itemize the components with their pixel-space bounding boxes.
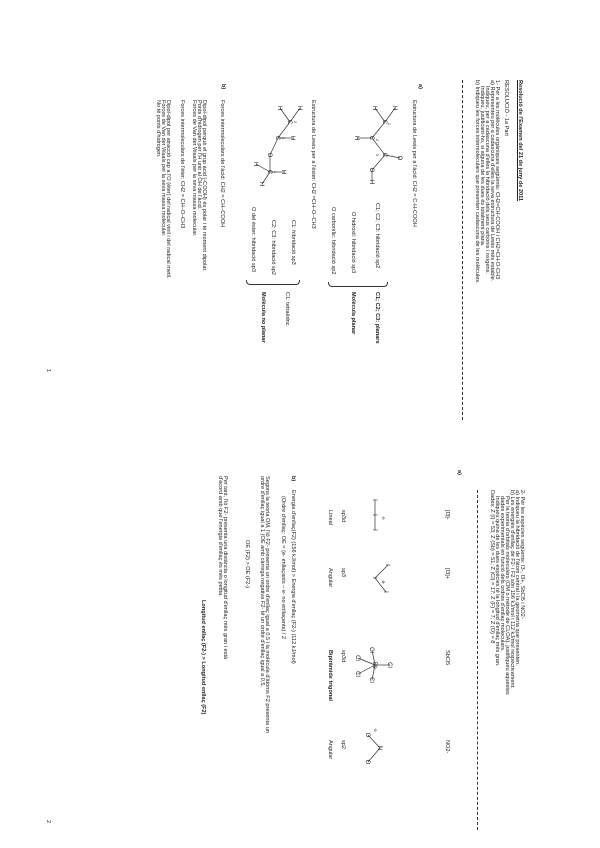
- b-line: Longitud enllaç (F2-) > Longitud enllaç (F2): [200, 600, 206, 715]
- species-geometry: Bipiràmide trigonal: [327, 650, 333, 701]
- species-geometry: Angular: [327, 568, 333, 588]
- acid-hybrid-line: O hidroxil: hibridació sp3: [350, 212, 356, 274]
- sbcl5-atom: Cl: [354, 655, 360, 661]
- b-line: Segons la teoria OM, l'ió F2- presenta un ordre d'enllaç igual a 0,5 i la molècula d'àtoms F2 presenta un: [264, 476, 270, 733]
- part-b-label: b): [220, 84, 226, 90]
- sbcl5-atom: Cl: [386, 662, 392, 668]
- acid-geometry-line: Molècula planar: [350, 292, 356, 335]
- sbcl5-atom: Cl: [368, 647, 374, 653]
- ester-atom: H: [296, 105, 302, 111]
- acid-atom: C: [381, 119, 387, 125]
- sbcl5-atom: Sb: [371, 661, 377, 669]
- sbcl5-atom: Cl: [368, 677, 374, 683]
- ester-lewis-heading: Estructura de Lewis per a l'èster: CH2 =CH–O–CH3: [310, 100, 316, 229]
- page-number: 1: [45, 369, 51, 373]
- ester-atom: 3: [281, 136, 286, 140]
- species-hybridization: sp2: [340, 740, 346, 750]
- ester-hybrid-line: C1: hibridació sp3: [290, 220, 296, 265]
- statement-line: Indiqueu, justificant-ho, si alguna de les dues és totalment plana.: [479, 86, 485, 247]
- ester-atom: 1: [273, 170, 278, 174]
- statement-line: dades experimentals en funció dels ordres d'enllaç moleculars.: [499, 496, 505, 652]
- i3--atom: I: [371, 529, 377, 531]
- b-line: Energia d'enllaç(F2) (156 kJ/mol) > Energia d'enllaç (F2-) (112 kJ/mol): [290, 490, 296, 664]
- species-hybridization: sp3d: [340, 650, 346, 663]
- statement-line: Per la teoria d'orbitals moleculars (OM o mètode de CLOA), justifiqueu aquestes: [504, 496, 510, 695]
- acid-atom: 1: [387, 122, 392, 126]
- ester-forces-heading: Forces intermoleculars de l'èter: CH2 = CH–O–CH3: [179, 100, 185, 229]
- species-geometry: Lineal: [327, 510, 333, 525]
- species-name: [I3]-: [444, 510, 450, 520]
- acid-force-item: Forces de Van der Waals per la seva massa molecular.: [191, 100, 197, 237]
- ester-atom: H: [258, 181, 264, 187]
- no2-atom: O: [364, 732, 370, 738]
- statement-line: a) Representeu per a cadascuna d'elles la seva estructura de Lewis més estable.: [489, 80, 495, 282]
- b-line: OE (F2) > OE (F2-): [244, 540, 250, 589]
- acid-lewis-heading: Estructura de Lewis per a l'àcid: CH2 = C-H-COOH: [411, 100, 417, 227]
- species-name: [I3]+: [444, 568, 450, 580]
- statement-line: b) Indiqueu les forces intermoleculars que presenten cadascuna de les molècules.: [474, 80, 480, 284]
- ester-atom: H: [289, 135, 295, 141]
- statement-line: b) Les energies d'enllaç de F2- i F2 són 156 kJ/mol i 112 kJ/mol respectivament.: [509, 490, 515, 689]
- acid-atom: H: [371, 105, 377, 111]
- species-name: SbCl5: [444, 650, 450, 666]
- acid-hybrid-line: C1; C2; C3: hibridació sp2: [374, 203, 380, 269]
- acid-atom: 3: [375, 153, 380, 157]
- statement-line: Dades: Z (I) = 53; Z (Sb) = 51; Z (Cl) = 17; Z (F) = 7; Z (O) = 8: [489, 490, 495, 644]
- i3+-atom: I: [384, 564, 390, 566]
- i3+-atom: I: [382, 591, 388, 593]
- i3--atom: I: [371, 514, 377, 516]
- acid-forces-heading: Forces intermoleculars de l'àcid: CH2 = CH–COOH: [219, 100, 225, 228]
- acid-hybrid-line: O carbonílic: hibridació sp2: [330, 207, 336, 275]
- ester-geometry-line: Molècula no planar: [260, 292, 266, 343]
- ester-atom: H: [280, 169, 286, 175]
- no2-atom: O: [364, 759, 370, 765]
- i3--atom: I: [371, 499, 377, 501]
- statement-line: Indiqueu quina de les dues espècies té la longitud d'enllaç més gran.: [494, 496, 500, 667]
- document-title: Resolució de l'Examen del 21 de juny de 2011: [517, 80, 523, 202]
- i3--atom: ⊖: [381, 516, 386, 520]
- ester-atom: C: [266, 169, 272, 175]
- no2-atom: ⊖: [373, 728, 378, 732]
- species-name: NO2-: [444, 740, 450, 754]
- divider: [462, 80, 463, 420]
- page-number: 2: [45, 820, 51, 824]
- part-a-label: a): [417, 84, 423, 89]
- ester-atom: H: [276, 105, 282, 111]
- acid-atom: O: [368, 167, 374, 173]
- acid-force-item: Ponts d'hidrogen per l'H unit al OH de l'àcid.: [196, 100, 202, 210]
- ester-force-item: Forces de Van der Waals per la seva massa molecular.: [160, 100, 166, 237]
- section-subtitle: RESOLUCIÓ - 1a Part: [503, 80, 509, 136]
- brace: [328, 282, 388, 287]
- ester-atom: 2: [293, 120, 298, 124]
- b-line: d'acord amb que l'energia d'enllaç és més petita.: [217, 476, 223, 597]
- ester-hybrid-line: C2; C3: hibridació sp2: [270, 220, 276, 276]
- sbcl5-atom: Cl: [354, 671, 360, 677]
- acid-atom: H: [353, 135, 359, 141]
- i3+-atom: I: [371, 577, 377, 579]
- ester-atom: C: [274, 135, 280, 141]
- ester-atom: C: [286, 119, 292, 125]
- b-line: ordre d'enllaç igual a 1 (OE amb càrrega negativa F2- té un ordre d'enllaç igual a 0,5.: [259, 476, 265, 688]
- part-b-label: b): [290, 476, 296, 482]
- species-hybridization: sp3d: [340, 510, 346, 523]
- i3+-atom: ⊕: [381, 580, 386, 584]
- acid-atom: 2: [375, 138, 380, 142]
- divider: [477, 490, 478, 830]
- part-a-label: a): [456, 470, 462, 475]
- species-geometry: Angular: [327, 740, 333, 760]
- no2-atom: N: [376, 745, 382, 751]
- acid-force-item: Dipol-dipol perquè el grup àcid (-COOH) és polar i té moment dipolar.: [201, 100, 207, 272]
- ester-force-item: Dipol-dipol per atracció cap a l'O (èter) del radical vinil i del radical metil.: [165, 100, 171, 279]
- b-line: (Ordre d'enllaç: OE = (e- enllaçants – e- no enllaçants) / 2: [280, 496, 286, 640]
- ester-force-item: No té ponts d'hidrogen.: [155, 100, 161, 158]
- acid-atom: H: [391, 105, 397, 111]
- statement-line: 1- Per a les molècules orgàniques següents: CH2=CH-COOH i CH2=CH-O-CH3: [494, 80, 500, 280]
- bond: [375, 565, 388, 578]
- acid-atom: C: [368, 135, 374, 141]
- b-line: Per tant, l'ió F2- presenta una distància o longitud d'enllaç més gran i està: [222, 476, 228, 660]
- statement-line: a) Indiqueu la hibridació de l'àtom central i la geometria que presenten.: [514, 490, 520, 666]
- statement-line: 2- Per les espècies següents: I3-, I3+, SbCl5 i NO2-: [519, 490, 525, 619]
- ester-atom: O: [266, 152, 272, 158]
- acid-atom: H: [368, 179, 374, 185]
- statement-line: Indiqueu, per a cadascuna d'elles la hibridació dels seus carbonis i oxígens.: [484, 86, 490, 274]
- brace: [246, 280, 300, 285]
- ester-hybrid-line: O del èster: hibridació sp3: [250, 207, 256, 272]
- ester-geometry-line: C1: tetraèdric: [284, 292, 290, 326]
- species-hybridization: sp3: [340, 568, 346, 578]
- acid-atom: O: [396, 155, 402, 161]
- acid-atom: C: [381, 152, 387, 158]
- acid-geometry-line: C1; C2; C3: planars: [374, 292, 380, 344]
- ester-atom: H: [252, 161, 258, 167]
